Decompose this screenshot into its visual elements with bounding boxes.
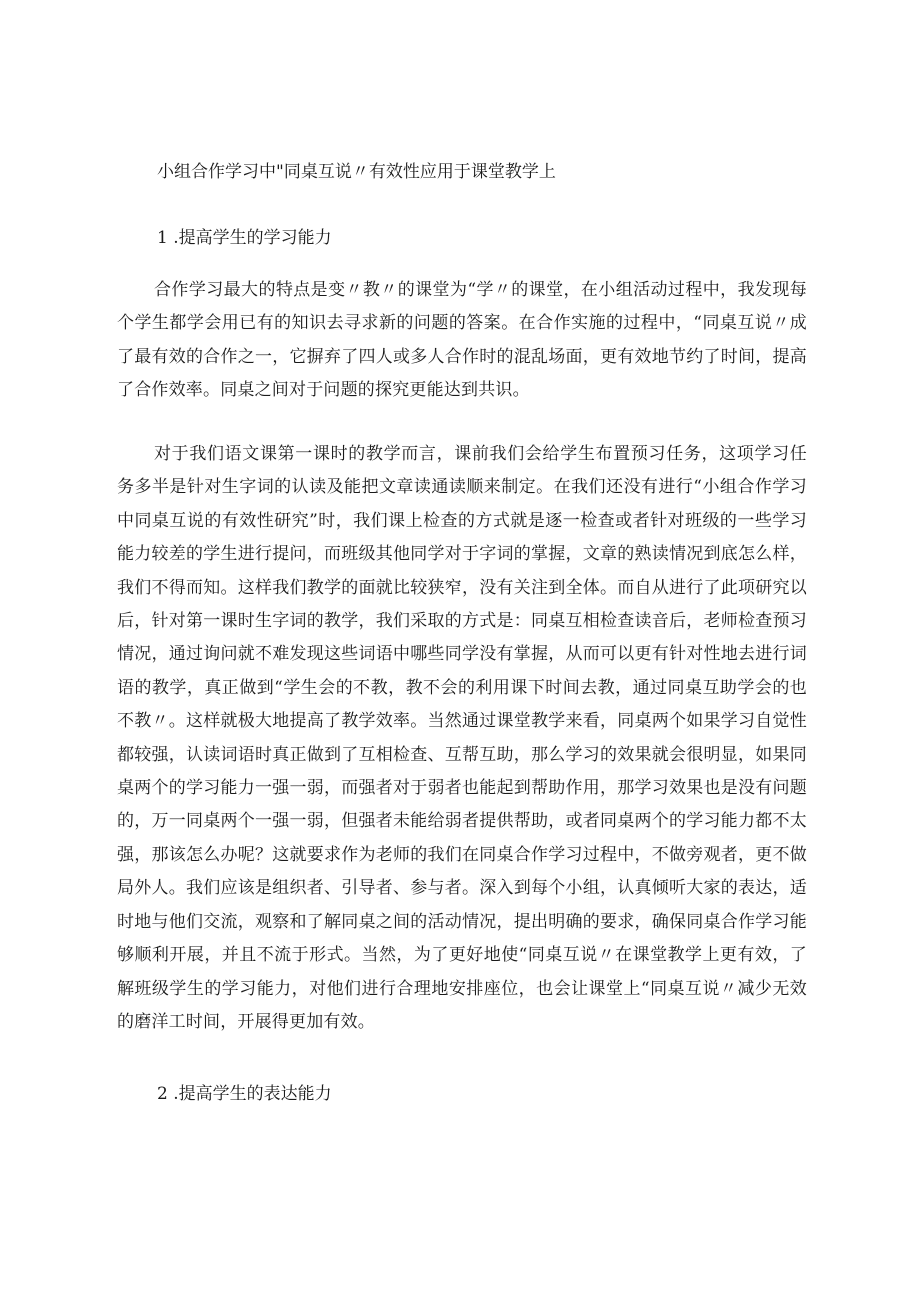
section-heading-1: 1 .提高学生的学习能力 (157, 228, 332, 248)
document-title: 小组合作学习中"同桌互说〃有效性应用于课堂教学上 (157, 162, 556, 182)
section-heading-2: 2 .提高学生的表达能力 (157, 1084, 332, 1104)
paragraph-2: 对于我们语文课第一课时的教学而言，课前我们会给学生布置预习任务，这项学习任务多半是针对生字词的认读及能把文章读通读顺来制定。在我们还没有进行“小组合作学习中同桌互说的有效性研究”时，我们课上检查的方式就是逐一检查或者针对班级的一些学习能力较差的学生进行提问，而班级其他同学对于字词的掌握，文章的熟读情况到底怎么样，我们不得而知。这样我们教学的面就比较狭窄，没有关注到全体。而自从进行了此项研究以后，针对第一课时生字词的教学，我们采取的方式是：同桌互相检查读音后，老师检查预习情况，通过询问就不难发现这些词语中哪些同学没有掌握，从而可以更有针对性地去进行词语的教学，真正做到“学生会的不教，教不会的利用课下时间去教，通过同桌互助学会的也不教〃。这样就极大地提高了教学效率。当然通过课堂教学来看，同桌两个如果学习自觉性都较强，认读词语时真正做到了互相检查、互帮互助，那么学习的效果就会很明显，如果同桌两个的学习能力一强一弱，而强者对于弱者也能起到帮助作用，那学习效果也是没有问题的，万一同桌两个一强一弱，但强者未能给弱者提供帮助，或者同桌两个的学习能力都不太强，那该怎么办呢？这就要求作为老师的我们在同桌合作学习过程中，不做旁观者，更不做局外人。我们应该是组织者、引导者、参与者。深入到每个小组，认真倾听大家的表达，适时地与他们交流，观察和了解同桌之间的活动情况，提出明确的要求，确保同桌合作学习能够顺利开展，并且不流于形式。当然，为了更好地使“同桌互说〃在课堂教学上更有效，了解班级学生的学习能力，对他们进行合理地安排座位，也会让课堂上“同桌互说〃减少无效的磨洋工时间，开展得更加有效。 (117, 444, 807, 1032)
paragraph-1: 合作学习最大的特点是变〃教〃的课堂为“学〃的课堂，在小组活动过程中，我发现每个学生都学会用已有的知识去寻求新的问题的答案。在合作实施的过程中，“同桌互说〃成了最有效的合作之一，它摒弃了四人或多人合作时的混乱场面，更有效地节约了时间，提高了合作效率。同桌之间对于问题的探究更能达到共识。 (117, 280, 807, 401)
